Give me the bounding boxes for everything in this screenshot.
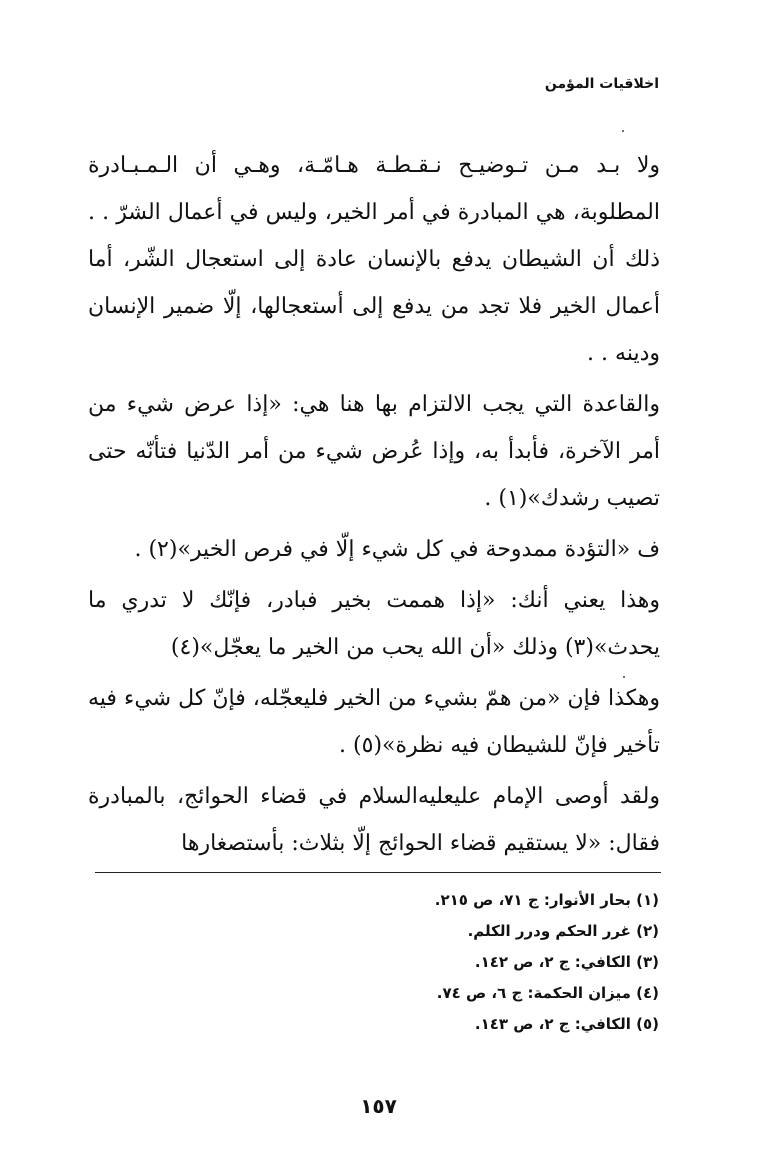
paragraph: وهذا يعني أنك: «إذا هممت بخير فبادر، فإنّك لا تدري ما يحدث»(٣) وذلك «أن الله يحب من الخير ما يعجّل»(٤)	[88, 588, 660, 660]
footnote: (٤) ميزان الحكمة: ج ٦، ص ٧٤.	[436, 984, 659, 1002]
footnote: (٢) غرر الحكم ودرر الكلم.	[467, 922, 659, 940]
footnote: (١) بحار الأنوار: ج ٧١، ص ٢١٥.	[434, 891, 659, 909]
paragraph: والقاعدة التي يجب الالتزام بها هنا هي: «إذا عرض شيء من أمر الآخرة، فأبدأ به، وإذا عُرض شيء من أمر الدّنيا فتأنّه حتى تصيب رشدك»(١) .	[88, 392, 660, 511]
footnote: (٥) الكافي: ج ٢، ص ١٤٣.	[474, 1015, 659, 1033]
footnote: (٣) الكافي: ج ٢، ص ١٤٢.	[474, 953, 659, 971]
footnotes	[99, 885, 659, 1040]
paragraph: ولقد أوصى الإمام عليعليه‌السلام في قضاء الحوائج، بالمبادرة فقال: «لا يستقيم قضاء الحوائج إلّا بثلاث: بأستصغارها	[88, 784, 660, 856]
running-header: اخلاقيات المؤمن	[544, 76, 659, 92]
footnote-separator	[95, 872, 661, 873]
paragraph: وهكذا فإن «من همّ بشيء من الخير فليعجّله، فإنّ كل شيء فيه تأخير فإنّ للشيطان فيه نظرة»(٥) .	[88, 686, 660, 758]
paragraph: ولا بـد مـن تـوضيـح نـقـطـة هـامّـة، وهـي أن الـمـبـادرة المطلوبة، هي المبادرة في أمر الخير، وليس في أعمال الشرّ . . ذلك أن الشيطان يدفع بالإنسان عادة إلى استعجال الشّر، أما أعمال الخير فلا تجد من يدفع إلى أستعجالها، إلّا ضمير الإنسان ودينه . .	[88, 153, 660, 366]
body-text	[88, 142, 660, 871]
paragraph: ف «التؤدة ممدوحة في كل شيء إلّا في فرص الخير»(٢) .	[134, 537, 660, 562]
page-number: ١٥٧	[360, 1094, 397, 1118]
ink-speck	[622, 130, 624, 132]
